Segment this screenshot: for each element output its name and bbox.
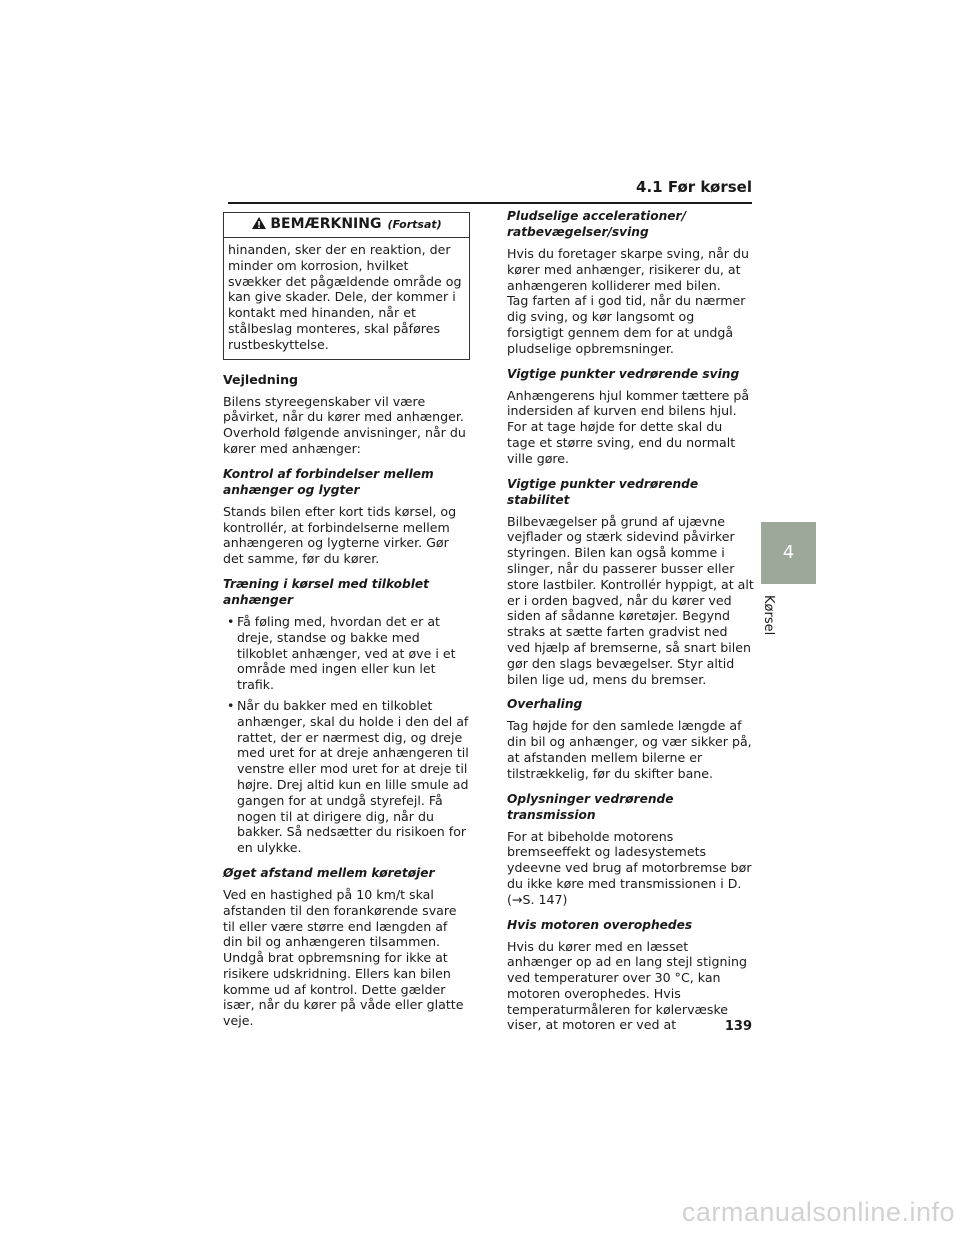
paragraph-vejledning: Bilens styreegenskaber vil være påvirket, når du kører med anhænger. Overhold følgende anvisninger, når du kører med anhænger: bbox=[223, 393, 466, 456]
notice-box bbox=[223, 212, 470, 360]
heading-overhaling: Overhaling bbox=[507, 697, 583, 712]
heading-traening: Træning i kørsel med tilkoblet anhænger bbox=[223, 576, 429, 607]
paragraph-stabilitet: Bilbevægelser på grund af ujævne vejflader og stærk sidevind påvirker styringen. Bilen kan også komme i slinger, når du passerer busser eller store lastbiler. Kontrollér hyppigt, at alt er i orden bagved, når du kører ved siden af sådanne køretøjer. Begynd straks at sætte farten gradvist ned ved hjælp af bremserne, så snart bilen gør den slags bevægelser. Styr altid bilen lige ud, mens du bremser. bbox=[507, 513, 754, 687]
chapter-label-text: Kørsel bbox=[761, 595, 776, 636]
paragraph-pludselige-2: Tag farten af i god tid, når du nærmer dig sving, og kør langsomt og forsigtigt gennem dem for at undgå pludselige opbremsninger. bbox=[507, 293, 746, 356]
paragraph-transmission: For at bibeholde motorens bremseeffekt og ladesystemets ydeevne ved brug af motorbremse bør du ikke køre med transmissionen i D. (→S. 147) bbox=[507, 828, 752, 907]
heading-overophedes: Hvis motoren overophedes bbox=[507, 917, 693, 932]
notice-body: hinanden, sker der en reaktion, der minder om korrosion, hvilket svækker det pågældende område og kan give skader. Dele, der kommer i kontakt med hinanden, når et stålbeslag monteres, skal påføres rustbeskyttelse. bbox=[228, 242, 462, 352]
paragraph-sving: Anhængerens hjul kommer tættere på indersiden af kurven end bilens hjul. For at tage højde for dette skal du tage et større sving, end du normalt ville gøre. bbox=[507, 387, 750, 466]
heading-afstand: Øget afstand mellem køretøjer bbox=[223, 865, 435, 880]
warning-triangle-icon bbox=[251, 216, 267, 235]
heading-vejledning: Vejledning bbox=[223, 371, 299, 387]
notice-header bbox=[224, 213, 469, 238]
traening-list bbox=[223, 614, 470, 856]
list-item: • Få føling med, hvordan det er at dreje, standse og bakke med tilkoblet anhænger, ved at øve i et område med ingen eller kun let trafik. bbox=[223, 614, 470, 693]
heading-kontrol: Kontrol af forbindelser mellem anhænger og lygter bbox=[223, 466, 434, 497]
paragraph-overophedes: Hvis du kører med en læsset anhænger op ad en lang stejl stigning ved temperaturer over 30 °C, kan motoren overophedes. Hvis temperaturmåleren for kølervæske viser, at motoren er ved at bbox=[507, 938, 747, 1033]
watermark: carmanualsonline.info bbox=[681, 1197, 955, 1227]
notice-continued: (Fortsat) bbox=[387, 218, 442, 231]
chapter-tab bbox=[761, 522, 816, 584]
paragraph-afstand: Ved en hastighed på 10 km/t skal afstanden til den forankørende svare til eller være større end længden af din bil og anhængeren tilsammen. Undgå brat opbremsning for ikke at risikere udskridning. Ellers kan bilen komme ud af kontrol. Dette gælder især, når du kører på våde eller glatte veje. bbox=[223, 886, 464, 1029]
notice-title: BEMÆRKNING bbox=[270, 216, 382, 232]
left-column bbox=[223, 212, 470, 1038]
paragraph-overhaling: Tag højde for den samlede længde af din bil og anhænger, og vær sikker på, at afstanden mellem bilerne er tilstrækkelig, før du skifter bane. bbox=[507, 718, 752, 781]
chapter-number: 4 bbox=[782, 542, 795, 563]
right-column bbox=[507, 208, 754, 1042]
header-rule bbox=[228, 202, 752, 204]
heading-sving: Vigtige punkter vedrørende sving bbox=[507, 366, 740, 381]
heading-stabilitet: Vigtige punkter vedrørende stabilitet bbox=[507, 476, 699, 507]
paragraph-kontrol: Stands bilen efter kort tids kørsel, og kontrollér, at forbindelserne mellem anhængeren og lygterne virker. Gør det samme, før du kører. bbox=[223, 503, 457, 567]
heading-pludselige: Pludselige accelerationer/ ratbevægelser/sving bbox=[507, 209, 687, 239]
heading-transmission: Oplysninger vedrørende transmission bbox=[507, 791, 674, 822]
paragraph-pludselige-1: Hvis du foretager skarpe sving, når du kører med anhænger, risikerer du, at anhængeren kolliderer med bilen. bbox=[507, 246, 749, 293]
page-number: 139 bbox=[724, 1019, 752, 1034]
section-header: 4.1 Før kørsel bbox=[636, 178, 752, 196]
chapter-label bbox=[758, 595, 778, 655]
list-item: • Når du bakker med en tilkoblet anhænger, skal du holde i den del af rattet, der er nærmest dig, og dreje med uret for at dreje anhængeren til venstre eller mod uret for at dreje til højre. Drej altid kun en lille smule ad gangen for at undgå styrefejl. Få nogen til at dirigere dig, når du bakker. Så nedsætter du risikoen for en ulykke. bbox=[223, 698, 470, 856]
